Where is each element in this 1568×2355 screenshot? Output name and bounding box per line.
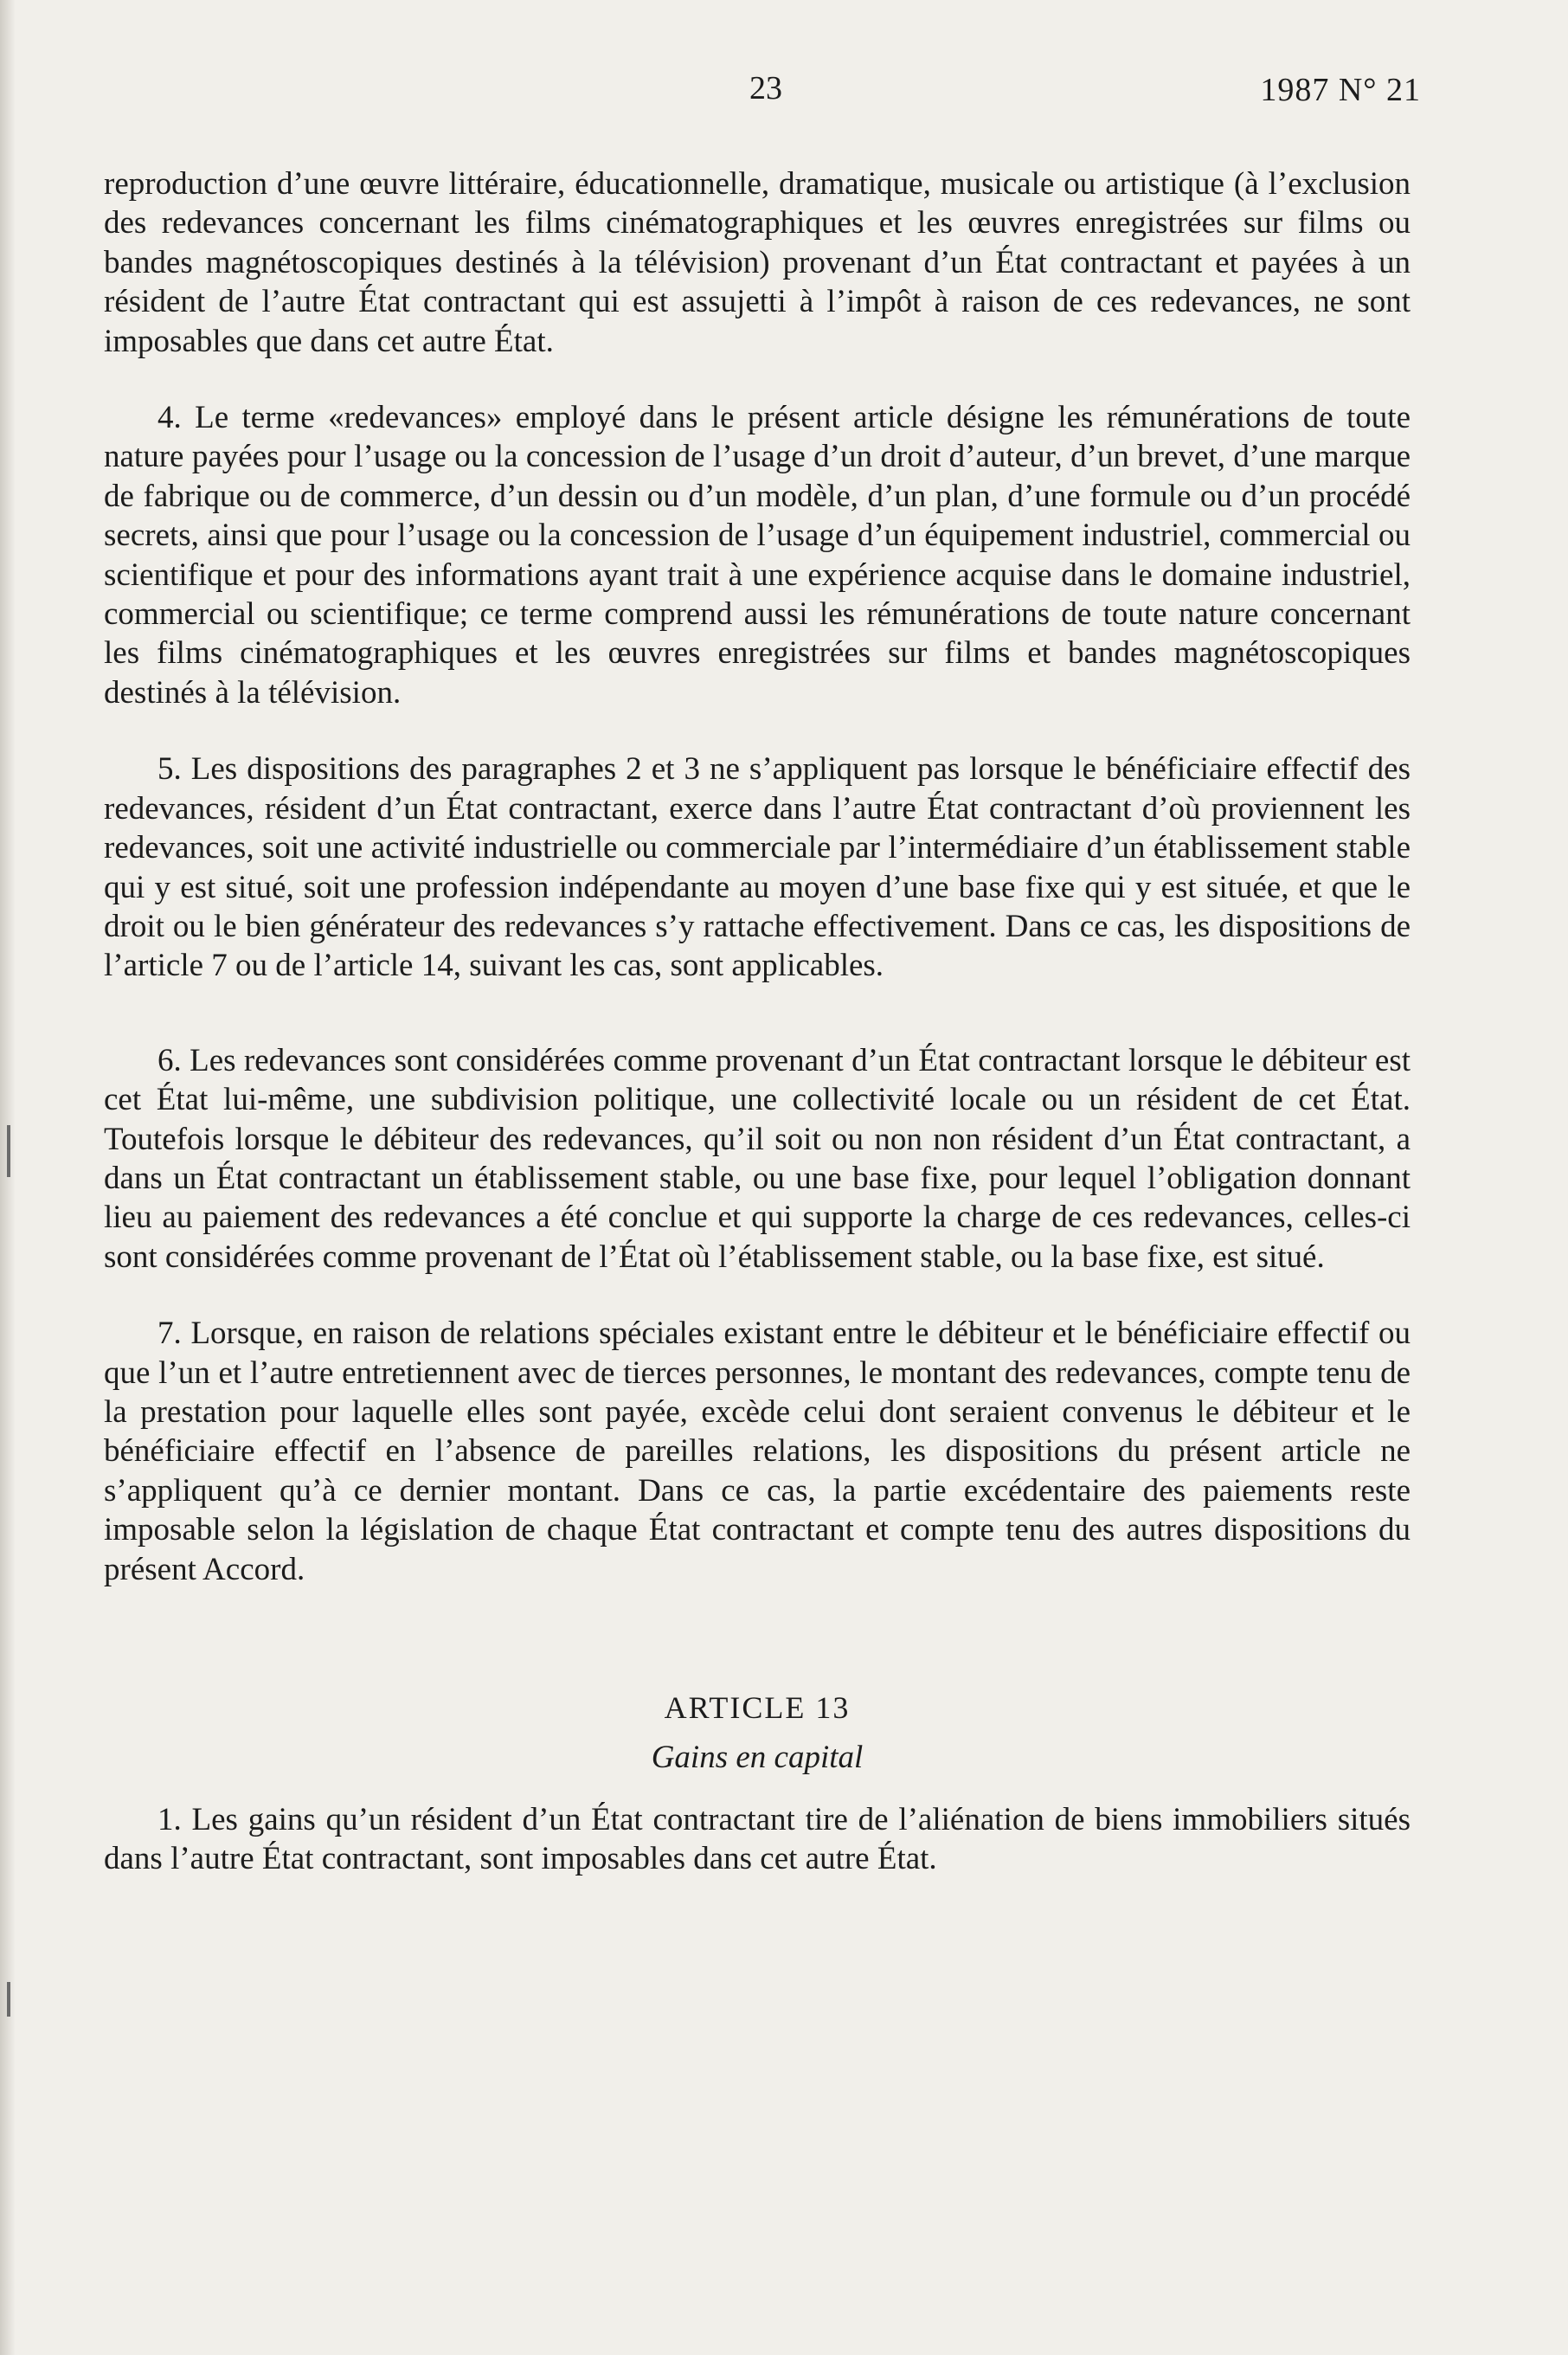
article-subheading: Gains en capital — [651, 1740, 864, 1776]
paragraph-5: 5. Les dispositions des paragraphes 2 et 3 ne s’appliquent pas lorsque le bénéficiaire effectif des redevances, résident d’un État contractant, exerce dans l’autre État contractant d’où proviennent les redevances, soit une activité industrielle ou commerciale par l’intermédiaire d’un établissement stable qui y est situé, soit une profession indépendante au moyen d’une base fixe qui y est située, et que le droit ou le bien générateur des redevances s’y rattache effectivement. Dans ce cas, les dispositions de l’article 7 ou de l’article 14, suivant les cas, sont applicables. — [104, 751, 1411, 984]
paragraph-7: 7. Lorsque, en raison de relations spéciales existant entre le débiteur et le bénéficiaire effectif ou que l’un et l’autre entretiennent avec de tierces personnes, le montant des redevances, compte tenu de la prestation pour laquelle elles sont payée, excède celui dont seraient convenus le débiteur et le bénéficiaire effectif en l’absence de pareilles relations, les dispositions du présent article ne s’appliquent qu’à ce dernier montant. Dans ce cas, la partie excédentaire des paiements reste imposable selon la législation de chaque État contractant et compte tenu des autres dispositions du présent Accord. — [104, 1316, 1411, 1587]
issue-number: 1987 N° 21 — [1260, 72, 1421, 108]
paragraph-6: 6. Les redevances sont considérées comme provenant d’un État contractant lorsque le débiteur est cet État lui-même, une subdivision politique, une collectivité locale ou un résident de cet État. Toutefois lorsque le débiteur des redevances, qu’il soit ou non non résident d’un État contractant, a dans un État contractant un établissement stable, ou une base fixe, pour lequel l’obligation donnant lieu au paiement des redevances a été conclue et qui supporte la charge de ces redevances, celles-ci sont considérées comme provenant de l’État où l’établissement stable, ou la base fixe, est situé. — [104, 1042, 1411, 1275]
paragraph-4: 4. Le terme «redevances» employé dans le présent article désigne les rémunérations de toute nature payées pour l’usage ou la concession de l’usage d’un droit d’auteur, d’un brevet, d’une marque de fabrique ou de commerce, d’un dessin ou d’un modèle, d’un plan, d’une formule ou d’un procédé secrets, ainsi que pour l’usage ou la concession de l’usage d’un équipement industriel, commercial ou scientifique et pour des informations ayant trait à une expérience acquise dans le domaine industriel, commercial ou scientifique; ce terme comprend aussi les rémunérations de toute nature concernant les films cinématographiques et les œuvres enregistrées sur films et bandes magnétoscopiques destinés à la télévision. — [104, 400, 1411, 711]
article-13-paragraph-1: 1. Les gains qu’un résident d’un État contractant tire de l’aliénation de biens immobiliers situés dans l’autre État contractant, sont imposables dans cet autre État. — [104, 1801, 1411, 1877]
page-header — [0, 69, 1568, 121]
page-body — [104, 164, 1411, 1916]
margin-mark — [7, 1125, 10, 1177]
paragraph-continuation: reproduction d’une œuvre littéraire, éducationnelle, dramatique, musicale ou artistique (à l’exclusion des redevances concernant les films cinématographiques et les œuvres enregistrées sur films ou bandes magnétoscopiques destinés à la télévision) provenant d’un État contractant et payées à un résident de l’autre État contractant qui est assujetti à l’impôt à raison de ces redevances, ne sont imposables que dans cet autre État. — [104, 166, 1411, 359]
margin-mark — [7, 1982, 10, 2017]
article-heading: ARTICLE 13 — [664, 1690, 851, 1725]
page-number: 23 — [749, 70, 782, 106]
